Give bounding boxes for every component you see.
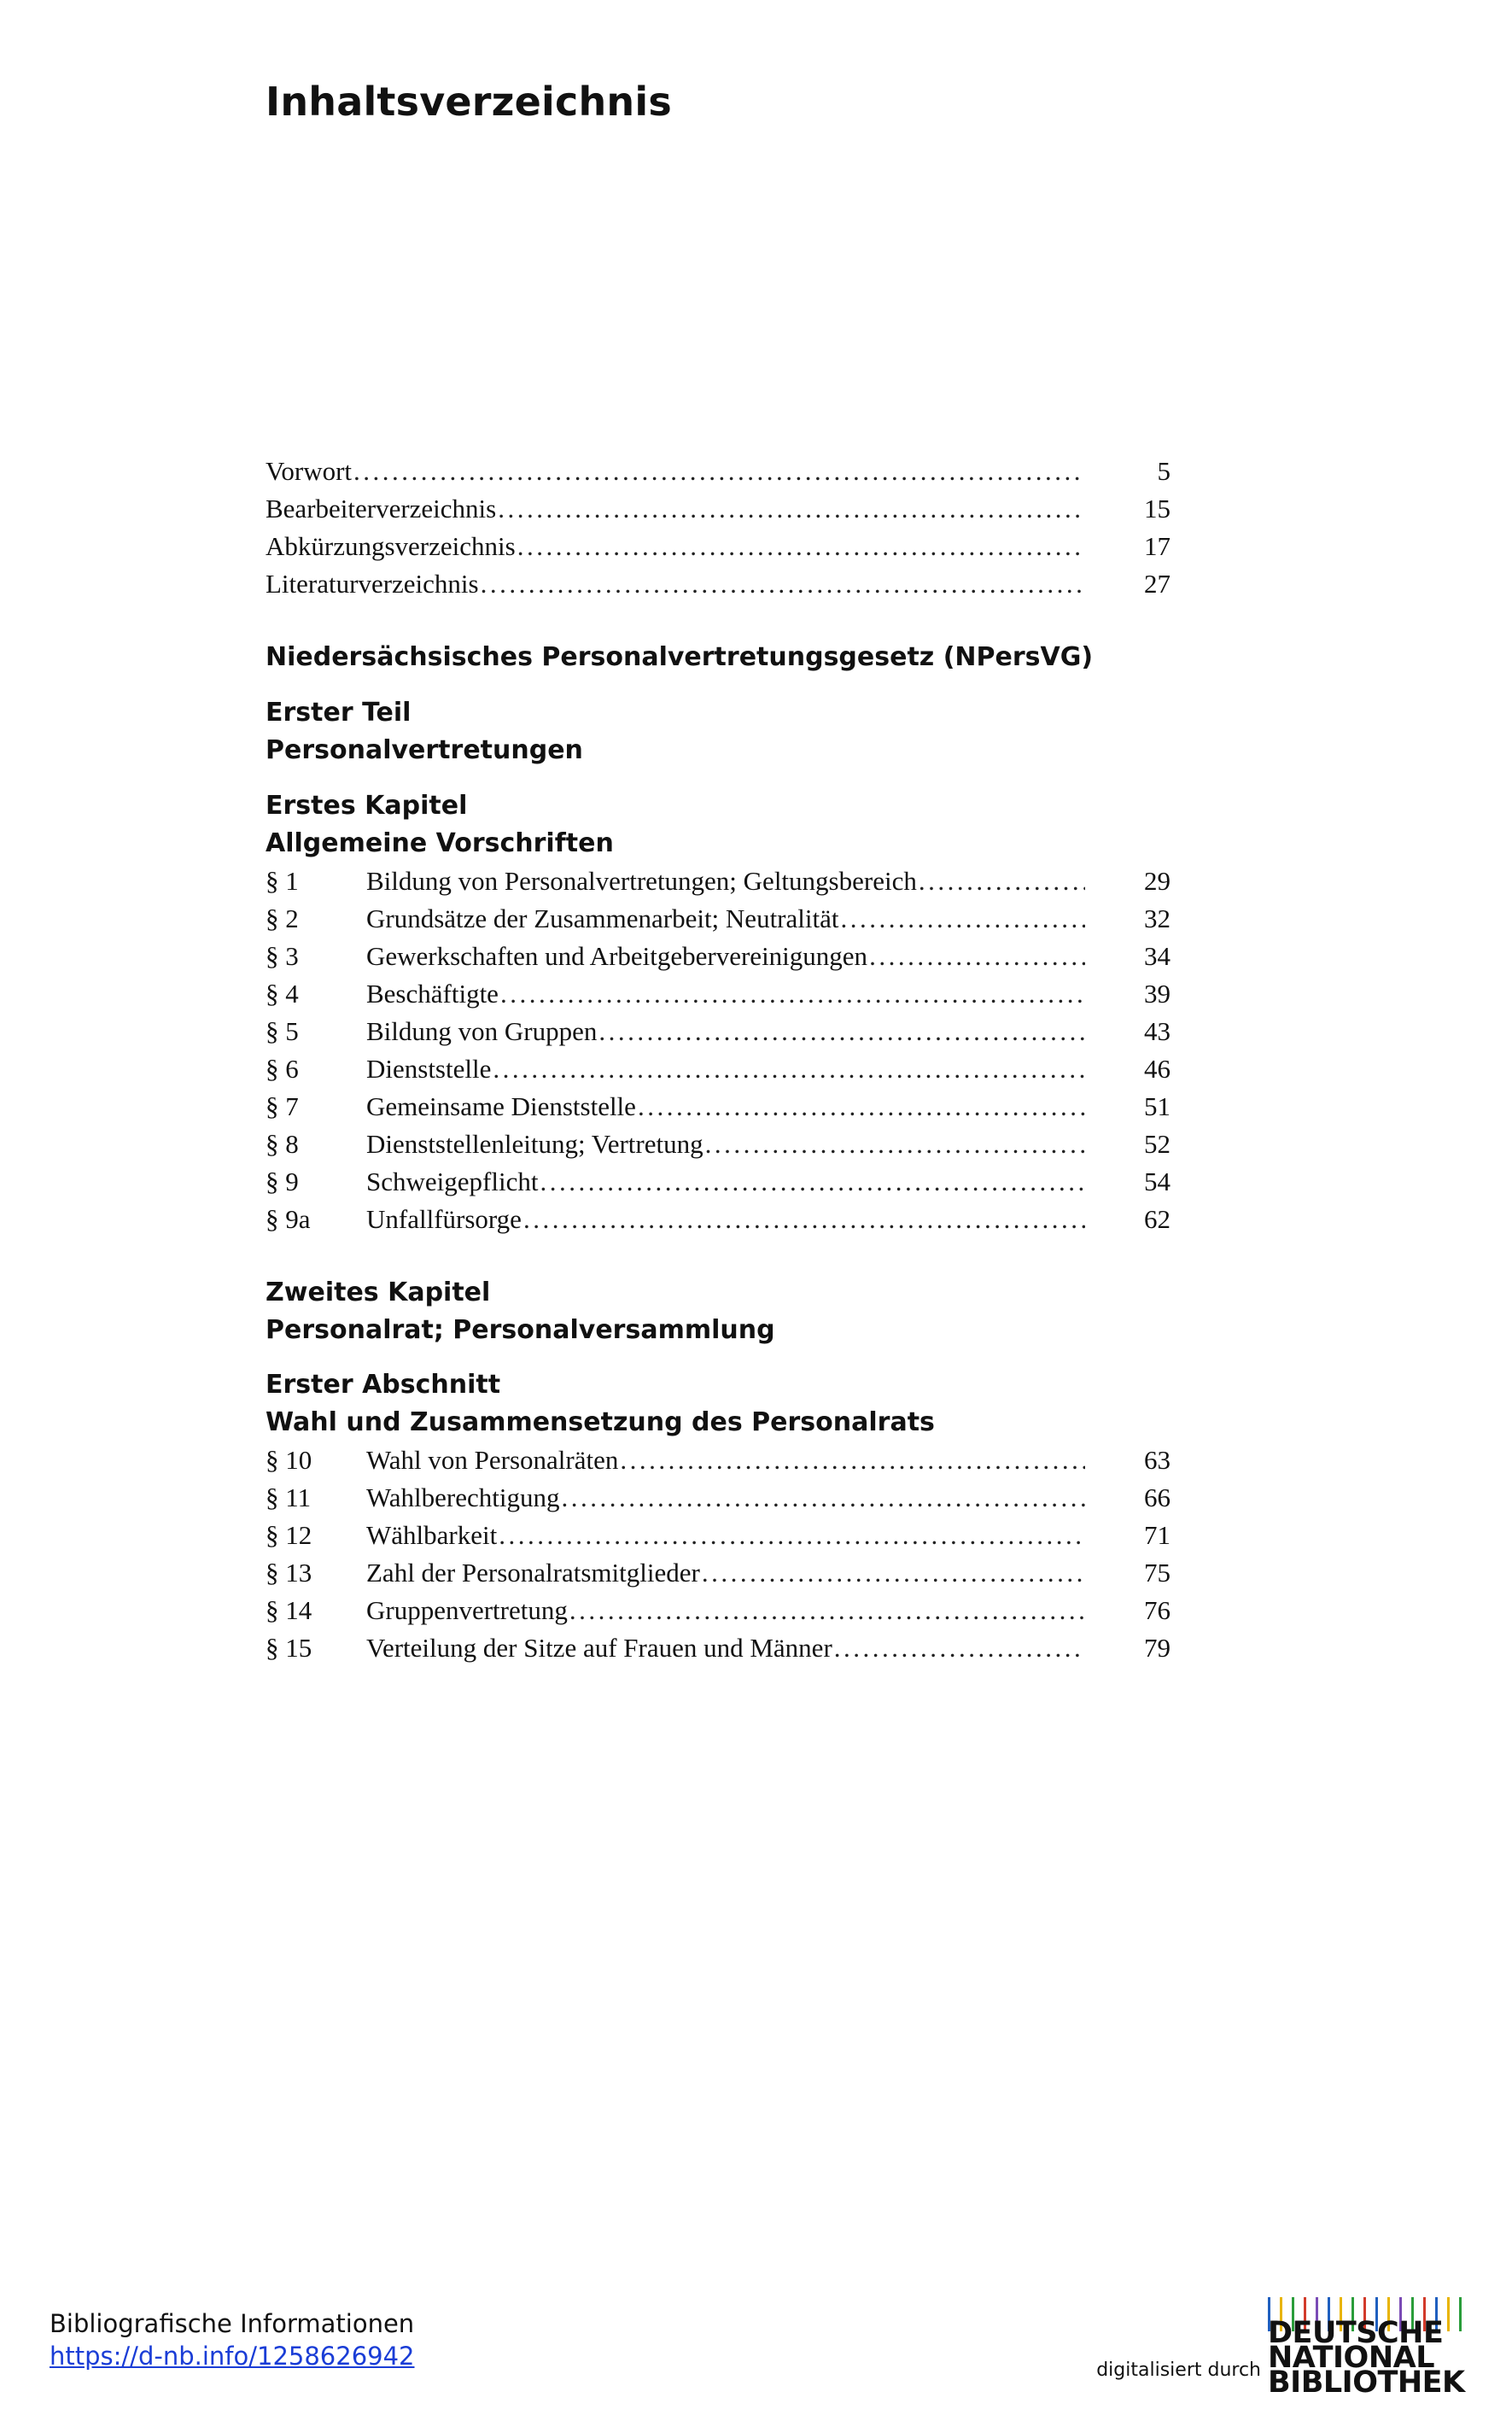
paragraph-number: § 8 [266,1129,299,1159]
part-title: Personalvertretungen [266,735,583,765]
toc-entry-label: Unfallfürsorge [366,1204,522,1234]
digitized-label: digitalisiert durch [1096,2360,1261,2381]
toc-page-number: 54 [1144,1167,1170,1196]
toc-entry-label: Bearbeiterverzeichnis [266,494,497,523]
toc-entry-label: Beschäftigte [366,979,499,1009]
dnb-logo-line: NATIONAL [1268,2341,1434,2375]
toc-entry[interactable] [266,900,1170,938]
toc-entry[interactable] [266,1479,1170,1517]
paragraph-number: § 11 [266,1482,312,1512]
leader-dots [500,975,1085,1013]
toc-entry[interactable] [266,938,1170,975]
toc-entry-label: Dienststelle [366,1054,492,1084]
toc-page-number: 51 [1144,1091,1170,1121]
paragraph-number: § 3 [266,941,299,971]
toc-entry[interactable] [266,1088,1170,1126]
toc-entry-label: Grundsätze der Zusammenarbeit; Neutralität [366,903,839,933]
leader-dots [869,938,1085,975]
toc-entry-label: Zahl der Personalratsmitglieder [366,1558,700,1588]
toc-entry-label: Bildung von Personalvertretungen; Geltungsbereich [366,866,917,896]
page-title: Inhaltsverzeichnis [266,79,672,125]
table-of-contents [266,453,1170,1667]
toc-entry-label: Wahlberechtigung [366,1482,560,1512]
toc-page-number: 46 [1144,1054,1170,1084]
toc-entry-label: Wählbarkeit [366,1520,498,1550]
chapter1-list [266,863,1170,1238]
toc-page-number: 43 [1144,1016,1170,1046]
leader-dots [353,453,1085,490]
toc-entry-label: Gruppenvertretung [366,1595,568,1625]
toc-entry-label: Dienststellenleitung; Vertretung [366,1129,703,1159]
dnb-logo-line: DEUTSCHE [1268,2316,1444,2350]
toc-entry[interactable] [266,1201,1170,1238]
toc-entry[interactable] [266,1050,1170,1088]
toc-page-number: 17 [1144,531,1170,561]
toc-page-number: 75 [1144,1558,1170,1588]
front-matter-list [266,453,1170,603]
paragraph-number: § 4 [266,979,299,1009]
toc-page-number: 52 [1144,1129,1170,1159]
toc-entry[interactable] [266,975,1170,1013]
dnb-link[interactable]: https://d-nb.info/1258626942 [50,2342,415,2371]
leader-dots [517,528,1085,565]
paragraph-number: § 7 [266,1091,299,1121]
leader-dots [561,1479,1085,1517]
section-label: Erster Abschnitt [266,1370,501,1400]
toc-entry-vorwort[interactable] [266,453,1170,490]
paragraph-number: § 10 [266,1445,312,1475]
toc-entry-abkuerzungsverzeichnis[interactable] [266,528,1170,565]
paragraph-number: § 14 [266,1595,312,1625]
toc-page-number: 76 [1144,1595,1170,1625]
toc-entry[interactable] [266,1013,1170,1050]
toc-page-number: 63 [1144,1445,1170,1475]
toc-entry-label: Schweigepflicht [366,1167,539,1196]
toc-entry-label: Wahl von Personalräten [366,1445,619,1475]
paragraph-number: § 9a [266,1204,311,1234]
toc-page-number: 34 [1144,941,1170,971]
toc-page-number: 29 [1144,866,1170,896]
toc-page-number: 15 [1144,494,1170,523]
toc-page-number: 5 [1157,456,1170,486]
toc-entry-label: Bildung von Gruppen [366,1016,598,1046]
leader-dots [702,1554,1085,1592]
leader-dots [919,863,1085,900]
toc-entry-label: Literaturverzeichnis [266,569,479,599]
leader-dots [840,900,1085,938]
toc-entry-label: Vorwort [266,456,353,486]
toc-entry-literaturverzeichnis[interactable] [266,565,1170,603]
toc-entry[interactable] [266,1517,1170,1554]
section-title: Wahl und Zusammensetzung des Personalrats [266,1407,935,1437]
leader-dots [493,1050,1085,1088]
toc-entry[interactable] [266,863,1170,900]
paragraph-number: § 13 [266,1558,312,1588]
leader-dots [481,565,1085,603]
toc-entry-label: Gemeinsame Dienststelle [366,1091,636,1121]
toc-entry[interactable] [266,1126,1170,1163]
dnb-logo-line: BIBLIOTHEK [1268,2365,1465,2400]
toc-page-number: 27 [1144,569,1170,599]
dnb-logo-text [1268,2316,1465,2400]
leader-dots [638,1088,1085,1126]
leader-dots [705,1126,1085,1163]
toc-entry[interactable] [266,1163,1170,1201]
part-label: Erster Teil [266,698,412,728]
paragraph-number: § 5 [266,1016,299,1046]
toc-entry[interactable] [266,1554,1170,1592]
leader-dots [620,1441,1085,1479]
digitized-by [1096,2297,1466,2398]
toc-page-number: 39 [1144,979,1170,1009]
toc-entry[interactable] [266,1441,1170,1479]
leader-dots [598,1013,1085,1050]
toc-page-number: 32 [1144,903,1170,933]
toc-page-number: 71 [1144,1520,1170,1550]
toc-entry-label: Abkürzungsverzeichnis [266,531,516,561]
leader-dots [498,490,1085,528]
toc-page-number: 62 [1144,1204,1170,1234]
dnb-logo [1268,2297,1466,2398]
toc-page-number: 79 [1144,1633,1170,1663]
leader-dots [834,1629,1085,1667]
paragraph-number: § 12 [266,1520,312,1550]
bibliographic-info [50,2307,415,2372]
toc-entry-bearbeiterverzeichnis[interactable] [266,490,1170,528]
toc-entry[interactable] [266,1629,1170,1667]
leader-dots [569,1592,1085,1629]
paragraph-number: § 1 [266,866,299,896]
paragraph-number: § 2 [266,903,299,933]
toc-entry[interactable] [266,1592,1170,1629]
chapter-title: Personalrat; Personalversammlung [266,1315,775,1345]
law-title: Niedersächsisches Personalvertretungsgesetz (NPersVG) [266,642,1094,672]
chapter-label: Erstes Kapitel [266,791,468,821]
leader-dots [523,1201,1085,1238]
leader-dots [499,1517,1085,1554]
paragraph-number: § 15 [266,1633,312,1663]
chapter-title: Allgemeine Vorschriften [266,828,614,858]
toc-entry-label: Gewerkschaften und Arbeitgebervereinigungen [366,941,868,971]
leader-dots [540,1163,1085,1201]
section1-list [266,1441,1170,1667]
paragraph-number: § 9 [266,1167,299,1196]
bibliographic-info-label: Bibliografische Informationen [50,2309,415,2338]
chapter-label: Zweites Kapitel [266,1278,491,1307]
toc-entry-label: Verteilung der Sitze auf Frauen und Männer [366,1633,832,1663]
toc-page-number: 66 [1144,1482,1170,1512]
paragraph-number: § 6 [266,1054,299,1084]
